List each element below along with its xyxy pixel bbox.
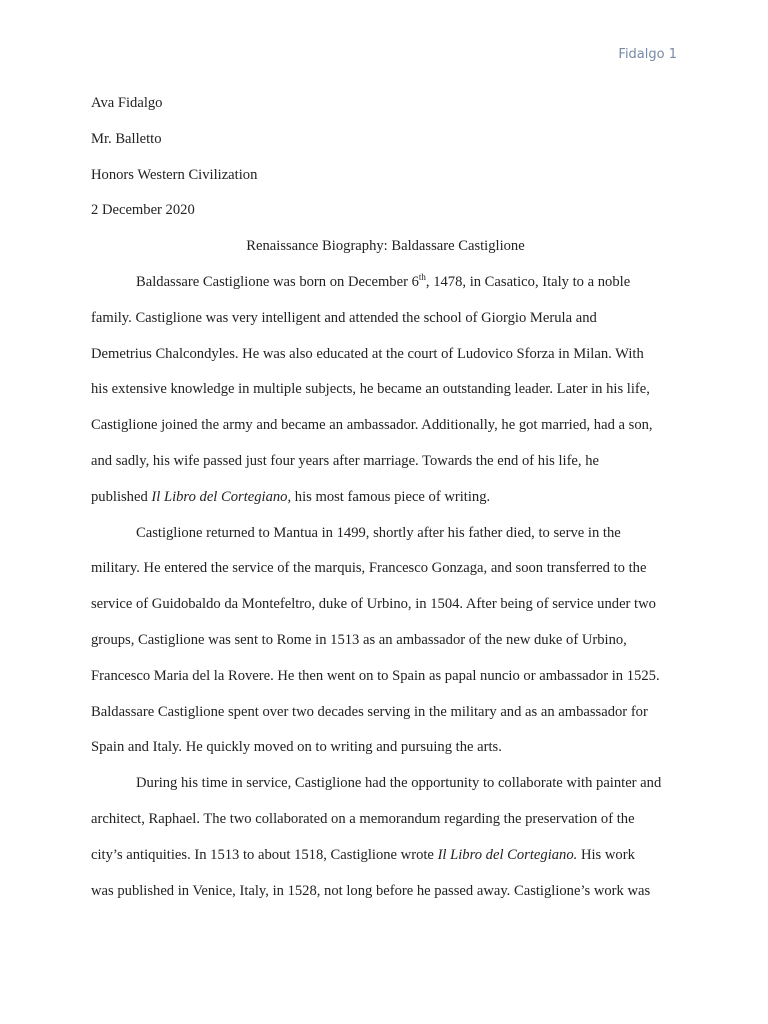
paragraph-line: Francesco Maria del la Rovere. He then went on to Spain as papal nuncio or ambassador in 1525. (91, 667, 660, 684)
paragraph-line: groups, Castiglione was sent to Rome in 1513 as an ambassador of the new duke of Urbino, (91, 631, 627, 648)
paragraph-line: Castiglione joined the army and became an ambassador. Additionally, he got married, had a son, (91, 417, 653, 434)
paragraph-line: Demetrius Chalcondyles. He was also educated at the court of Ludovico Sforza in Milan. With (91, 345, 644, 362)
paragraph-line: published Il Libro del Cortegiano, his most famous piece of writing. (91, 488, 491, 505)
paragraph-line: Baldassare Castiglione spent over two decades serving in the military and as an ambassador for (91, 703, 648, 720)
paragraph-line: family. Castiglione was very intelligent and attended the school of Giorgio Merula and (91, 309, 597, 326)
paragraph-line: architect, Raphael. The two collaborated on a memorandum regarding the preservation of the (91, 810, 635, 827)
paragraph-line: military. He entered the service of the marquis, Francesco Gonzaga, and soon transferred to the (91, 560, 647, 577)
paragraph-line: city’s antiquities. In 1513 to about 1518, Castiglione wrote Il Libro del Cortegiano. His work (91, 846, 635, 863)
book-title: Il Libro del Cortegiano, (151, 488, 292, 505)
document-date: 2 December 2020 (91, 202, 195, 219)
author-name: Ava Fidalgo (91, 95, 163, 111)
instructor-name: Mr. Balletto (91, 130, 162, 147)
document-body (91, 86, 680, 909)
essay-title: Renaissance Biography: Baldassare Castiglione (246, 238, 525, 255)
paragraph-line: Baldassare Castiglione was born on December 6th, 1478, in Casatico, Italy to a noble (136, 272, 631, 290)
paragraph-line: his extensive knowledge in multiple subjects, he became an outstanding leader. Later in his life, (91, 381, 650, 398)
paragraph-line: Castiglione returned to Mantua in 1499, shortly after his father died, to serve in the (136, 524, 621, 541)
paragraph-line: During his time in service, Castiglione had the opportunity to collaborate with painter and (136, 775, 662, 792)
paragraph-line: and sadly, his wife passed just four years after marriage. Towards the end of his life, he (91, 452, 599, 469)
paragraph-line: service of Guidobaldo da Montefeltro, duke of Urbino, in 1504. After being of service under two (91, 596, 656, 613)
course-name: Honors Western Civilization (91, 166, 258, 183)
page-number-header: Fidalgo 1 (618, 47, 677, 62)
paragraph-2 (91, 516, 680, 767)
paragraph-1 (91, 265, 680, 516)
paragraph-3 (91, 766, 680, 909)
paragraph-line: was published in Venice, Italy, in 1528, not long before he passed away. Castiglione’s work was (91, 882, 651, 899)
paragraph-line: Spain and Italy. He quickly moved on to writing and pursuing the arts. (91, 739, 502, 756)
book-title: Il Libro del Cortegiano. (437, 846, 578, 863)
